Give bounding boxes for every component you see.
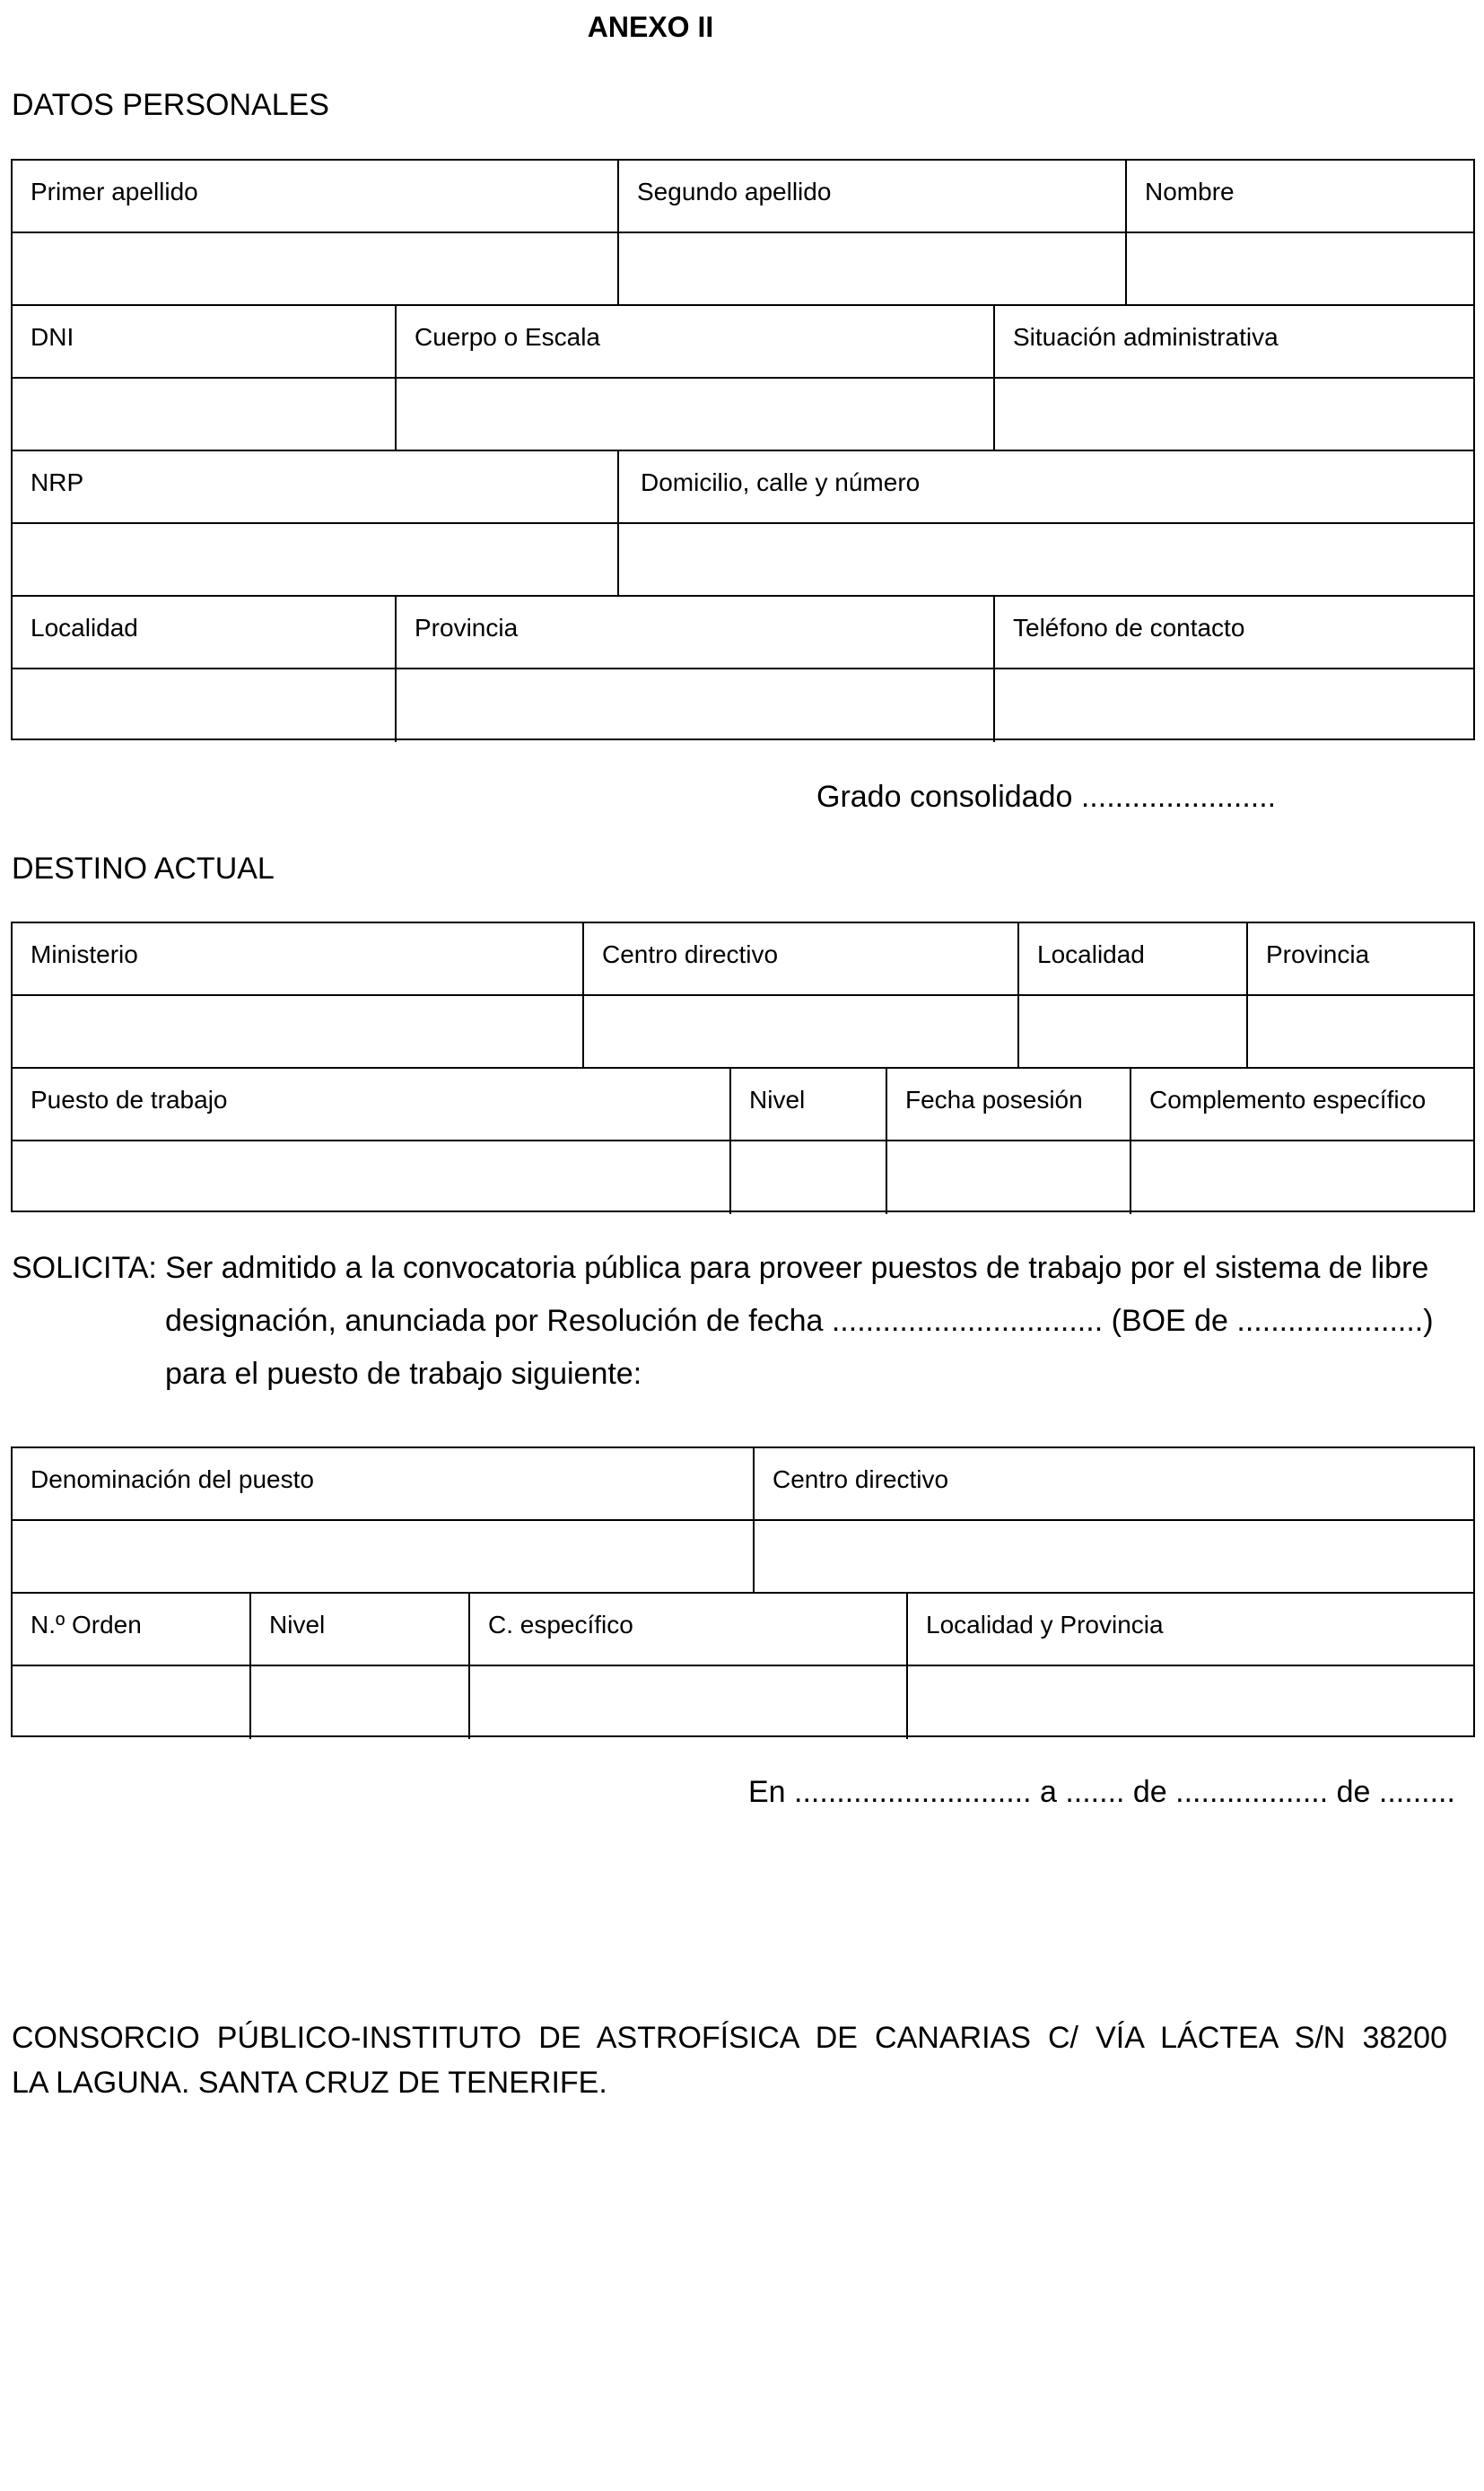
label-segundo-apellido: Segundo apellido bbox=[637, 178, 832, 205]
section-heading-personal: DATOS PERSONALES bbox=[12, 88, 329, 122]
field-localidad-provincia[interactable] bbox=[908, 1666, 1473, 1739]
field-denominacion-puesto[interactable] bbox=[13, 1521, 755, 1592]
label-fecha-posesion: Fecha posesión bbox=[905, 1086, 1083, 1114]
field-puesto-centro-directivo[interactable] bbox=[755, 1521, 1473, 1592]
table-row bbox=[13, 1521, 1473, 1594]
section-heading-destino: DESTINO ACTUAL bbox=[12, 852, 275, 886]
label-puesto-trabajo: Puesto de trabajo bbox=[31, 1086, 228, 1114]
table-row bbox=[13, 1141, 1473, 1214]
label-centro-directivo: Centro directivo bbox=[602, 940, 779, 968]
field-situacion[interactable] bbox=[995, 379, 1473, 450]
label-puesto-nivel: Nivel bbox=[269, 1611, 326, 1639]
label-c-especifico: C. específico bbox=[488, 1611, 633, 1639]
field-primer-apellido[interactable] bbox=[13, 233, 619, 304]
label-numero-orden: N.º Orden bbox=[31, 1611, 142, 1639]
footer-address-line-2: LA LAGUNA. SANTA CRUZ DE TENERIFE. bbox=[12, 2066, 607, 2100]
puesto-solicitado-table bbox=[11, 1447, 1475, 1737]
field-destino-provincia[interactable] bbox=[1248, 996, 1473, 1067]
label-destino-localidad: Localidad bbox=[1037, 940, 1145, 968]
table-row bbox=[13, 161, 1473, 233]
solicita-line-3: para el puesto de trabajo siguiente: bbox=[165, 1357, 642, 1391]
field-localidad[interactable] bbox=[13, 669, 397, 742]
page-title: ANEXO II bbox=[587, 11, 714, 43]
field-complemento-especifico[interactable] bbox=[1131, 1141, 1473, 1214]
label-ministerio: Ministerio bbox=[31, 940, 138, 968]
table-row bbox=[13, 669, 1473, 742]
label-situacion: Situación administrativa bbox=[1013, 323, 1279, 351]
grado-consolidado-line: Grado consolidado ....................... bbox=[816, 780, 1277, 814]
solicita-line-2: designación, anunciada por Resolución de fecha ................................ (BOE de ......................) bbox=[165, 1304, 1434, 1338]
label-localidad: Localidad bbox=[31, 614, 138, 642]
label-primer-apellido: Primer apellido bbox=[31, 178, 198, 205]
personal-data-table bbox=[11, 159, 1475, 740]
table-row bbox=[13, 1069, 1473, 1141]
destino-table bbox=[11, 922, 1475, 1212]
field-segundo-apellido[interactable] bbox=[619, 233, 1127, 304]
field-fecha-posesion[interactable] bbox=[887, 1141, 1131, 1214]
field-centro-directivo[interactable] bbox=[584, 996, 1019, 1067]
field-domicilio[interactable] bbox=[619, 524, 1473, 595]
label-domicilio: Domicilio, calle y número bbox=[641, 468, 921, 496]
table-row bbox=[13, 597, 1473, 669]
label-destino-nivel: Nivel bbox=[749, 1086, 806, 1114]
label-dni: DNI bbox=[31, 323, 74, 351]
label-cuerpo-escala: Cuerpo o Escala bbox=[415, 323, 601, 351]
table-row bbox=[13, 451, 1473, 524]
label-localidad-provincia: Localidad y Provincia bbox=[926, 1611, 1164, 1639]
field-c-especifico[interactable] bbox=[470, 1666, 908, 1739]
label-nrp: NRP bbox=[31, 468, 84, 496]
field-dni[interactable] bbox=[13, 379, 397, 450]
field-provincia[interactable] bbox=[397, 669, 995, 742]
field-nrp[interactable] bbox=[13, 524, 619, 595]
table-row bbox=[13, 524, 1473, 597]
table-row bbox=[13, 996, 1473, 1069]
table-row bbox=[13, 379, 1473, 451]
label-destino-provincia: Provincia bbox=[1266, 940, 1370, 968]
label-telefono: Teléfono de contacto bbox=[1013, 614, 1245, 642]
table-row bbox=[13, 1594, 1473, 1666]
fecha-lugar-line: En ............................ a ....... de .................. de ......... bbox=[748, 1775, 1455, 1809]
table-row bbox=[13, 1666, 1473, 1739]
label-complemento-especifico: Complemento específico bbox=[1149, 1086, 1427, 1114]
table-row bbox=[13, 1448, 1473, 1521]
field-destino-nivel[interactable] bbox=[731, 1141, 887, 1214]
table-row bbox=[13, 923, 1473, 996]
field-nombre[interactable] bbox=[1127, 233, 1473, 304]
footer-address-line-1: CONSORCIO PÚBLICO-INSTITUTO DE ASTROFÍSICA DE CANARIAS C/ VÍA LÁCTEA S/N 38200 bbox=[12, 2021, 1447, 2055]
table-row bbox=[13, 306, 1473, 379]
solicita-line-1: SOLICITA: Ser admitido a la convocatoria pública para proveer puestos de trabajo por el sistema de libre bbox=[12, 1251, 1429, 1285]
label-provincia: Provincia bbox=[415, 614, 519, 642]
field-ministerio[interactable] bbox=[13, 996, 584, 1067]
field-puesto-nivel[interactable] bbox=[251, 1666, 470, 1739]
label-nombre: Nombre bbox=[1145, 178, 1235, 205]
label-puesto-centro-directivo: Centro directivo bbox=[773, 1465, 949, 1493]
field-cuerpo-escala[interactable] bbox=[397, 379, 995, 450]
field-destino-localidad[interactable] bbox=[1019, 996, 1248, 1067]
field-numero-orden[interactable] bbox=[13, 1666, 251, 1739]
label-denominacion-puesto: Denominación del puesto bbox=[31, 1465, 314, 1493]
field-telefono[interactable] bbox=[995, 669, 1473, 742]
field-puesto-trabajo[interactable] bbox=[13, 1141, 731, 1214]
table-row bbox=[13, 233, 1473, 306]
